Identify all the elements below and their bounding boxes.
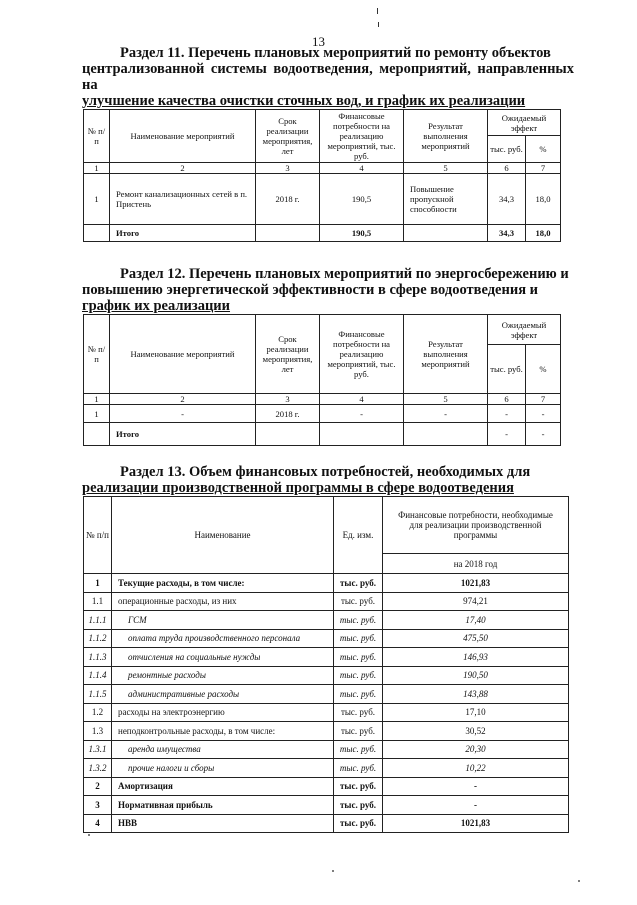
col-header-finance: Финансовые потребности, необходимые для реализации производственной программы: [383, 497, 569, 554]
col-header-num: № п/п: [84, 315, 110, 394]
table-row: [84, 666, 569, 685]
total-effect-pct: 18,0: [526, 225, 561, 242]
row-num: 1.1.2: [84, 629, 112, 648]
table-row: [84, 592, 569, 611]
row-name: Текущие расходы, в том числе:: [112, 574, 334, 593]
row-result: Повышение пропускной способности: [404, 174, 488, 225]
total-effect-rub: 34,3: [488, 225, 526, 242]
table-row: [84, 174, 561, 225]
row-value: -: [383, 796, 569, 815]
scan-mark: [578, 880, 580, 882]
row-name: оплата труда производственного персонала: [112, 629, 334, 648]
row-value: 10,22: [383, 759, 569, 778]
total-label: Итого: [110, 423, 256, 446]
col-header-year: на 2018 год: [383, 554, 569, 574]
row-value: 475,50: [383, 629, 569, 648]
col-number: 1: [84, 163, 110, 174]
col-number: 3: [256, 163, 320, 174]
table-row: [84, 703, 569, 722]
row-value: 974,21: [383, 592, 569, 611]
row-value: 143,88: [383, 685, 569, 704]
section-12-table: [83, 314, 561, 446]
row-name: неподконтрольные расходы, в том числе:: [112, 722, 334, 741]
row-value: 1021,83: [383, 574, 569, 593]
section-11-table: [83, 109, 561, 242]
row-num: 1.3.1: [84, 740, 112, 759]
col-number: 2: [110, 163, 256, 174]
row-unit: тыс. руб.: [334, 703, 383, 722]
section-11-title-line1: Раздел 11. Перечень плановых мероприятий по ремонту объектов: [120, 45, 551, 61]
col-header-effect-pct: %: [526, 136, 561, 163]
section-13-title: [82, 464, 572, 496]
section-13-table: [83, 496, 569, 833]
col-number: 7: [526, 163, 561, 174]
scan-mark: [378, 22, 379, 27]
table-row: [84, 685, 569, 704]
row-effect-pct: 18,0: [526, 174, 561, 225]
row-num: 1.1.1: [84, 611, 112, 630]
col-number: 7: [526, 394, 561, 405]
row-name: Нормативная прибыль: [112, 796, 334, 815]
table-row: [84, 611, 569, 630]
row-name: отчисления на социальные нужды: [112, 648, 334, 667]
row-name: ремонтные расходы: [112, 666, 334, 685]
row-name: Амортизация: [112, 777, 334, 796]
row-unit: тыс. руб.: [334, 740, 383, 759]
row-num: 1.3: [84, 722, 112, 741]
col-number: 2: [110, 394, 256, 405]
row-unit: тыс. руб.: [334, 666, 383, 685]
section-11-title: [82, 45, 574, 109]
row-effect-pct: -: [526, 405, 561, 423]
table-total-row: [84, 423, 561, 446]
table-row: [84, 629, 569, 648]
col-header-effect: Ожидаемый эффект: [488, 110, 561, 136]
table-row: [84, 814, 569, 833]
row-num: 1: [84, 574, 112, 593]
total-finance: 190,5: [320, 225, 404, 242]
table-row: [84, 574, 569, 593]
col-header-term: Срок реализации мероприятия, лет: [256, 315, 320, 394]
row-unit: тыс. руб.: [334, 722, 383, 741]
row-num: 1.2: [84, 703, 112, 722]
col-header-name: Наименование: [112, 497, 334, 574]
col-number: 5: [404, 394, 488, 405]
row-num: 1: [84, 174, 110, 225]
row-value: 1021,83: [383, 814, 569, 833]
row-finance: -: [320, 405, 404, 423]
row-name: -: [110, 405, 256, 423]
row-name: прочие налоги и сборы: [112, 759, 334, 778]
col-number: 1: [84, 394, 110, 405]
row-unit: тыс. руб.: [334, 777, 383, 796]
col-header-num: № п/п: [84, 110, 110, 163]
table-row: [84, 740, 569, 759]
row-name: административные расходы: [112, 685, 334, 704]
row-value: 17,40: [383, 611, 569, 630]
row-value: 17,10: [383, 703, 569, 722]
col-header-finance: Финансовые потребности на реализацию мероприятий, тыс. руб.: [320, 315, 404, 394]
row-value: 146,93: [383, 648, 569, 667]
section-13-title-line2: реализации производственной программы в сфере водоотведения: [82, 480, 514, 496]
row-unit: тыс. руб.: [334, 574, 383, 593]
scan-mark: [88, 834, 90, 836]
row-num: 4: [84, 814, 112, 833]
row-value: 20,30: [383, 740, 569, 759]
row-unit: тыс. руб.: [334, 685, 383, 704]
col-header-result: Результат выполнения мероприятий: [404, 315, 488, 394]
section-11-title-line2: централизованной системы водоотведения, мероприятий, направленных на: [82, 61, 574, 93]
col-header-effect: Ожидаемый эффект: [488, 315, 561, 345]
col-header-finance: Финансовые потребности на реализацию мероприятий, тыс. руб.: [320, 110, 404, 163]
row-finance: 190,5: [320, 174, 404, 225]
col-number: 5: [404, 163, 488, 174]
row-num: 1.1.4: [84, 666, 112, 685]
col-header-effect-unit: тыс. руб.: [488, 136, 526, 163]
section-12-title: [82, 266, 574, 314]
total-effect-pct: -: [526, 423, 561, 446]
row-name: аренда имущества: [112, 740, 334, 759]
table-row: [84, 722, 569, 741]
row-result: -: [404, 405, 488, 423]
col-header-name: Наименование мероприятий: [110, 110, 256, 163]
section-13-title-line1: Раздел 13. Объем финансовых потребностей, необходимых для: [120, 464, 531, 480]
total-label: Итого: [110, 225, 256, 242]
table-row: [84, 796, 569, 815]
table-row: [84, 405, 561, 423]
page-number: 13: [312, 34, 325, 49]
row-unit: тыс. руб.: [334, 648, 383, 667]
row-num: 2: [84, 777, 112, 796]
col-header-term: Срок реализации мероприятия, лет: [256, 110, 320, 163]
col-header-effect-unit: тыс. руб.: [488, 345, 526, 394]
section-12-title-line2: повышению энергетической эффективности в сфере водоотведения и: [82, 282, 539, 298]
row-unit: тыс. руб.: [334, 592, 383, 611]
col-header-effect-pct: %: [526, 345, 561, 394]
col-number: 6: [488, 163, 526, 174]
col-header-unit: Ед. изм.: [334, 497, 383, 574]
section-11-title-line3: улучшение качества очистки сточных вод, и график их реализации: [82, 93, 526, 109]
table-row: [84, 759, 569, 778]
row-name: расходы на электроэнергию: [112, 703, 334, 722]
row-num: 1.1.5: [84, 685, 112, 704]
col-number: 3: [256, 394, 320, 405]
row-num: 1.1.3: [84, 648, 112, 667]
row-unit: тыс. руб.: [334, 814, 383, 833]
col-header-name: Наименование мероприятий: [110, 315, 256, 394]
row-name: ГСМ: [112, 611, 334, 630]
row-num: 1.3.2: [84, 759, 112, 778]
row-unit: тыс. руб.: [334, 796, 383, 815]
total-effect-rub: -: [488, 423, 526, 446]
col-header-num: № п/п: [84, 497, 112, 574]
row-value: -: [383, 777, 569, 796]
col-header-result: Результат выполнения мероприятий: [404, 110, 488, 163]
row-num: 1: [84, 405, 110, 423]
section-12-title-line1: Раздел 12. Перечень плановых мероприятий по энергосбережению и: [120, 266, 569, 282]
section-12-title-line3: график их реализации: [82, 298, 231, 314]
col-number: 6: [488, 394, 526, 405]
row-num: 1.1: [84, 592, 112, 611]
row-unit: тыс. руб.: [334, 629, 383, 648]
table-row: [84, 777, 569, 796]
table-row: [84, 648, 569, 667]
row-term: 2018 г.: [256, 405, 320, 423]
col-number: 4: [320, 394, 404, 405]
row-name: Ремонт канализационных сетей в п. Пристень: [110, 174, 256, 225]
row-effect-rub: 34,3: [488, 174, 526, 225]
row-value: 190,50: [383, 666, 569, 685]
row-name: операционные расходы, из них: [112, 592, 334, 611]
row-unit: тыс. руб.: [334, 611, 383, 630]
row-value: 30,52: [383, 722, 569, 741]
col-number: 4: [320, 163, 404, 174]
row-unit: тыс. руб.: [334, 759, 383, 778]
scan-mark: [332, 870, 334, 872]
row-effect-rub: -: [488, 405, 526, 423]
row-num: 3: [84, 796, 112, 815]
row-name: НВВ: [112, 814, 334, 833]
row-term: 2018 г.: [256, 174, 320, 225]
table-total-row: [84, 225, 561, 242]
scan-mark: [377, 8, 378, 14]
